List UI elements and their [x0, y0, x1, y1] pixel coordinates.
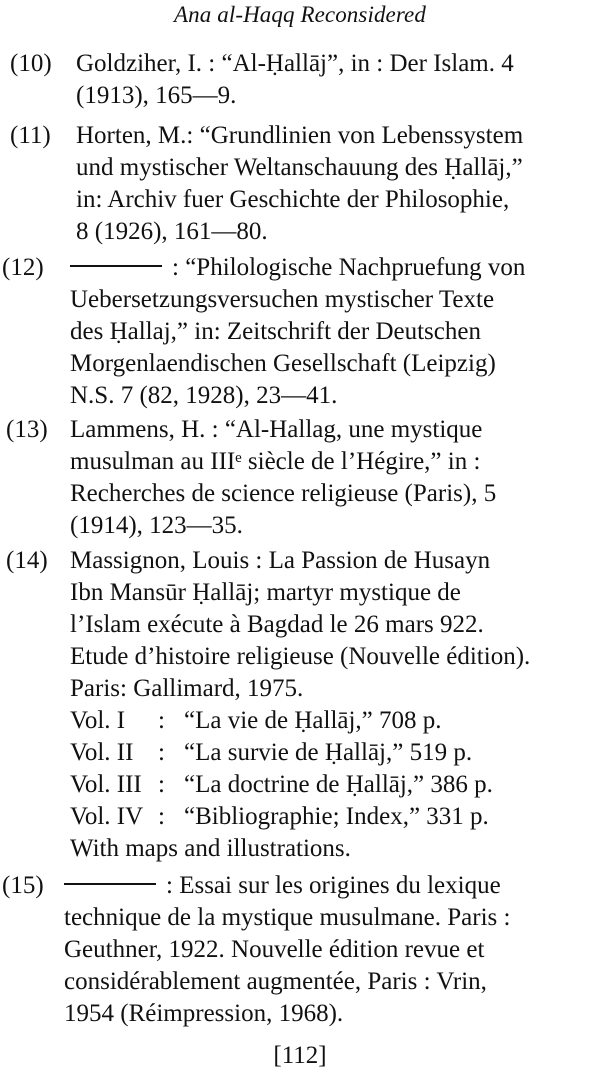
- entry-text: [76, 120, 596, 248]
- entry-line: Ibn Mansūr Ḥallāj; martyr mystique de: [70, 579, 461, 606]
- entry-line: Massignon, Louis : La Passion de Husayn: [70, 547, 491, 574]
- entry-line: Etude d’histoire religieuse (Nouvelle édition).: [70, 643, 531, 670]
- entry-text: [70, 252, 596, 412]
- volume-description: “Bibliographie; Index,” 331 p.: [184, 803, 489, 830]
- entry-line-rest: : “Philologische Nachpruefung von: [172, 254, 526, 281]
- entry-line: considérablement augmentée, Paris : Vrin,: [64, 968, 487, 995]
- entry-line: und mystischer Weltanschauung des Ḥallāj,”: [76, 154, 523, 181]
- volume-colon: :: [158, 803, 165, 830]
- entry-number: (12): [2, 254, 44, 281]
- entry-text: [76, 48, 596, 112]
- volume-label: Vol. I: [70, 707, 126, 734]
- ditto-dash: [64, 883, 156, 885]
- volume-row: [70, 769, 596, 801]
- entry-line: Horten, M.: “Grundlinien von Lebenssystem: [76, 122, 524, 149]
- entry-number: (11): [10, 122, 51, 149]
- entry-line: With maps and illustrations.: [70, 835, 351, 862]
- entry-line: in: Archiv fuer Geschichte der Philosophie,: [76, 186, 510, 213]
- volume-colon: :: [158, 771, 165, 798]
- entry-line: musulman au IIIᵉ siècle de l’Hégire,” in :: [70, 448, 481, 475]
- entry-number: (15): [2, 872, 44, 899]
- entry-line: Lammens, H. : “Al-Hallag, une mystique: [70, 416, 483, 443]
- volume-label: Vol. II: [70, 739, 134, 766]
- entry-text: [70, 545, 596, 865]
- entry-line: Goldziher, I. : “Al-Ḥallāj”, in : Der Islam. 4: [76, 50, 514, 77]
- entry-line: l’Islam exécute à Bagdad le 26 mars 922.: [70, 611, 484, 638]
- entry-line-rest: : Essai sur les origines du lexique: [166, 872, 501, 899]
- volume-label: Vol. IV: [70, 803, 144, 830]
- volume-row: [70, 801, 596, 833]
- volume-colon: :: [158, 739, 165, 766]
- page-number: [112]: [273, 1042, 327, 1069]
- running-header: Ana al-Haqq Reconsidered: [174, 2, 426, 27]
- entry-line: Morgenlaendischen Gesellschaft (Leipzig): [70, 350, 496, 377]
- entry-text: [70, 414, 596, 542]
- entry-text: [64, 870, 596, 1030]
- ditto-dash: [70, 265, 162, 267]
- entry-line: Uebersetzungsversuchen mystischer Texte: [70, 286, 495, 313]
- entry-line: [64, 870, 596, 902]
- volume-description: “La vie de Ḥallāj,” 708 p.: [184, 707, 442, 734]
- volume-row: [70, 737, 596, 769]
- entry-line: Recherches de science religieuse (Paris), 5: [70, 480, 497, 507]
- entry-line: 8 (1926), 161—80.: [76, 218, 268, 245]
- entry-line: Paris: Gallimard, 1975.: [70, 675, 304, 702]
- volume-label: Vol. III: [70, 771, 142, 798]
- entry-line: technique de la mystique musulmane. Paris :: [64, 904, 511, 931]
- entry-line: [70, 252, 596, 284]
- volume-description: “La survie de Ḥallāj,” 519 p.: [184, 739, 473, 766]
- entry-line: (1914), 123—35.: [70, 512, 243, 539]
- volume-row: [70, 705, 596, 737]
- entry-line: des Ḥallaj,” in: Zeitschrift der Deutschen: [70, 318, 481, 345]
- entry-line: Geuthner, 1922. Nouvelle édition revue et: [64, 936, 485, 963]
- entry-number: (10): [10, 50, 52, 77]
- volume-description: “La doctrine de Ḥallāj,” 386 p.: [184, 771, 493, 798]
- entry-number: (14): [6, 547, 48, 574]
- entry-line: (1913), 165—9.: [76, 82, 237, 109]
- entry-line: 1954 (Réimpression, 1968).: [64, 1000, 344, 1027]
- entry-number: (13): [6, 416, 48, 443]
- entry-line: N.S. 7 (82, 1928), 23—41.: [70, 382, 338, 409]
- volume-colon: :: [158, 707, 165, 734]
